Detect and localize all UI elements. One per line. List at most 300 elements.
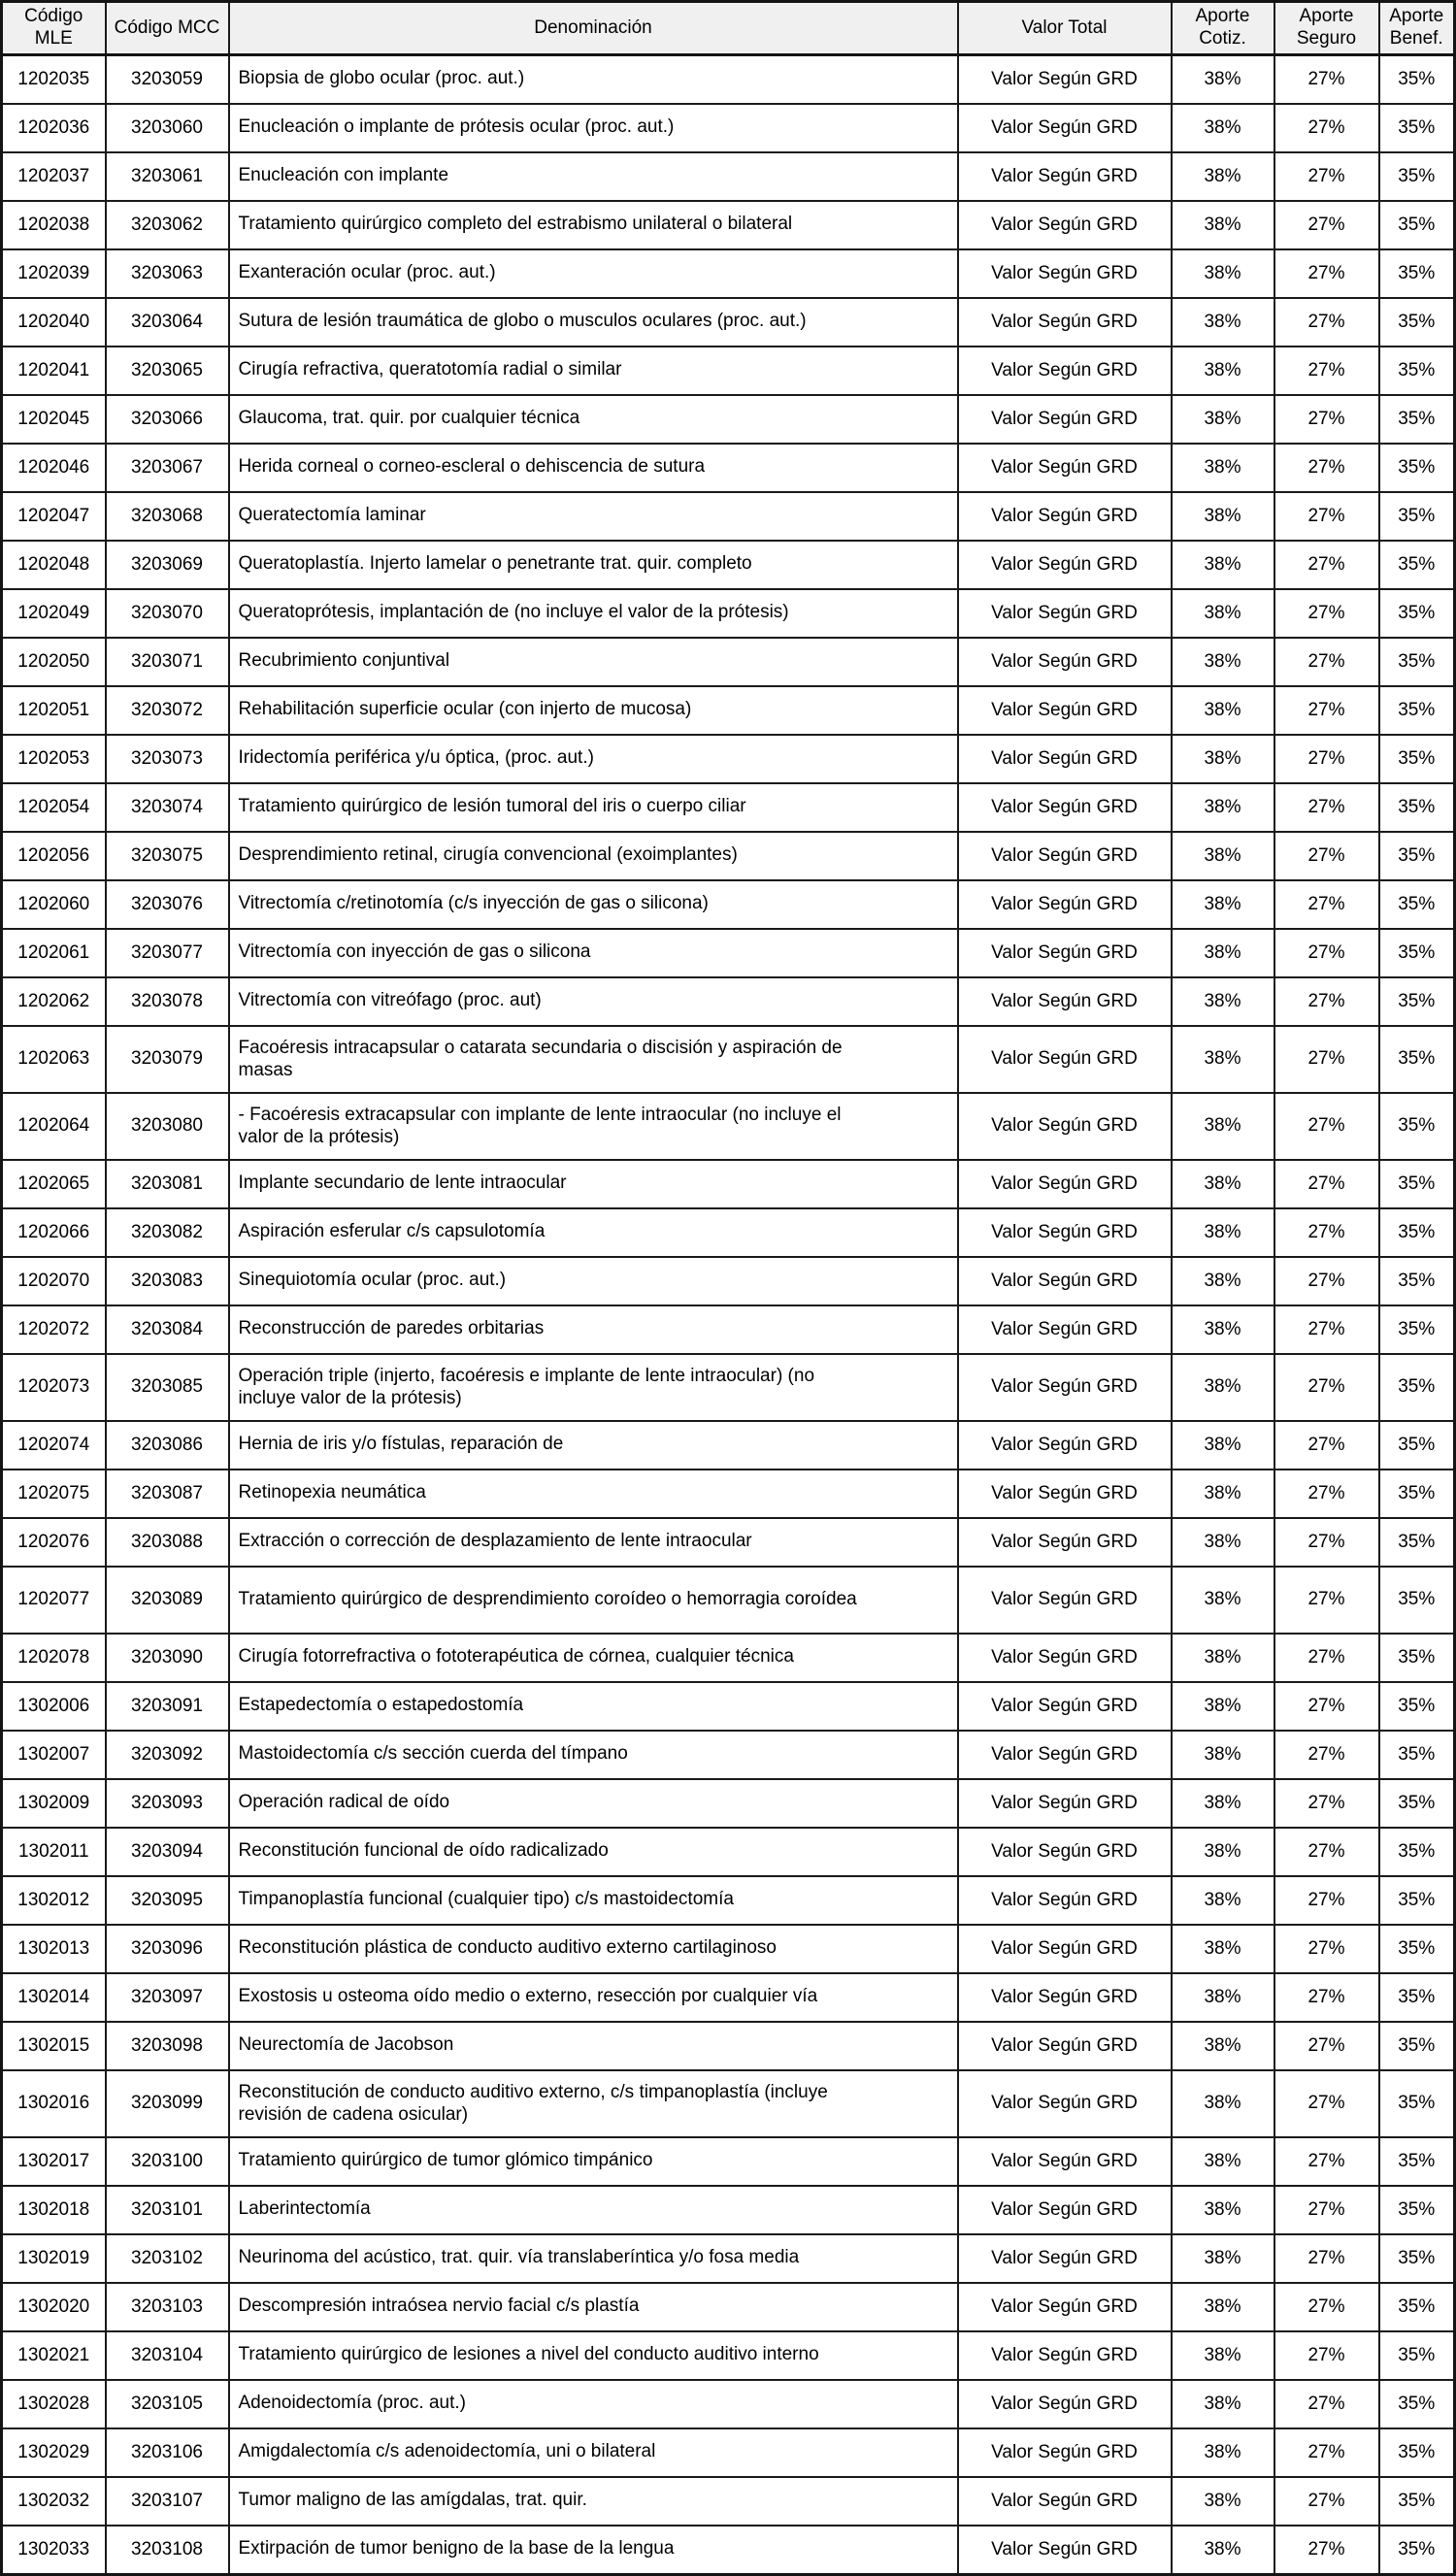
cell-aporte-seguro: 27% [1274, 1876, 1379, 1925]
cell-aporte-seguro: 27% [1274, 1421, 1379, 1470]
table-row [2, 2283, 1455, 2331]
cell-aporte-seguro: 27% [1274, 201, 1379, 249]
table-row [2, 880, 1455, 929]
cell-valor-total: Valor Según GRD [958, 1828, 1172, 1876]
cell-denominacion [229, 2331, 958, 2380]
cell-codigo-mcc: 3203063 [106, 249, 229, 298]
denominacion-text: Cirugía fotorrefractiva o fototerapéutica de córnea, cualquier técnica [238, 1646, 794, 1668]
cell-valor-total: Valor Según GRD [958, 735, 1172, 783]
cell-codigo-mcc: 3203077 [106, 929, 229, 977]
cell-denominacion [229, 2428, 958, 2477]
table-row [2, 1160, 1455, 1208]
cell-aporte-seguro: 27% [1274, 1093, 1379, 1160]
cell-denominacion [229, 2137, 958, 2186]
denominacion-text: Operación triple (injerto, facoéresis e implante de lente intraocular) (no incluye valor de la prótesis) [238, 1365, 815, 1408]
col-header-codigo-mle: Código MLE [2, 2, 106, 55]
cell-aporte-benef: 35% [1379, 444, 1455, 492]
cell-valor-total: Valor Según GRD [958, 55, 1172, 105]
cell-codigo-mle: 1302017 [2, 2137, 106, 2186]
denominacion-text: Queratectomía laminar [238, 505, 426, 526]
cell-aporte-seguro: 27% [1274, 1682, 1379, 1731]
cell-valor-total: Valor Según GRD [958, 1160, 1172, 1208]
cell-aporte-benef: 35% [1379, 1093, 1455, 1160]
cell-codigo-mcc: 3203076 [106, 880, 229, 929]
table-row [2, 2022, 1455, 2070]
cell-aporte-cotiz: 38% [1172, 2022, 1274, 2070]
cell-valor-total: Valor Según GRD [958, 1973, 1172, 2022]
cell-aporte-benef: 35% [1379, 347, 1455, 395]
cell-valor-total: Valor Según GRD [958, 1518, 1172, 1567]
cell-codigo-mcc: 3203067 [106, 444, 229, 492]
cell-valor-total: Valor Según GRD [958, 1682, 1172, 1731]
cell-denominacion [229, 2234, 958, 2283]
cell-aporte-cotiz: 38% [1172, 2331, 1274, 2380]
table-row [2, 2331, 1455, 2380]
cell-aporte-seguro: 27% [1274, 1208, 1379, 1257]
cell-aporte-seguro: 27% [1274, 492, 1379, 541]
cell-codigo-mle: 1202063 [2, 1026, 106, 1093]
cell-aporte-benef: 35% [1379, 1421, 1455, 1470]
cell-aporte-cotiz: 38% [1172, 2137, 1274, 2186]
cell-aporte-seguro: 27% [1274, 2070, 1379, 2137]
cell-aporte-cotiz: 38% [1172, 1731, 1274, 1779]
cell-aporte-seguro: 27% [1274, 783, 1379, 832]
cell-denominacion [229, 2070, 958, 2137]
cell-aporte-seguro: 27% [1274, 1731, 1379, 1779]
cell-aporte-benef: 35% [1379, 55, 1455, 105]
denominacion-text: Vitrectomía con vitreófago (proc. aut) [238, 990, 542, 1011]
cell-valor-total: Valor Según GRD [958, 492, 1172, 541]
cell-aporte-seguro: 27% [1274, 1026, 1379, 1093]
cell-codigo-mle: 1202045 [2, 395, 106, 444]
cell-denominacion [229, 686, 958, 735]
cell-codigo-mle: 1202066 [2, 1208, 106, 1257]
cell-codigo-mcc: 3203074 [106, 783, 229, 832]
cell-denominacion [229, 1208, 958, 1257]
cell-aporte-cotiz: 38% [1172, 2283, 1274, 2331]
cell-aporte-cotiz: 38% [1172, 1208, 1274, 1257]
denominacion-text: Biopsia de globo ocular (proc. aut.) [238, 68, 525, 89]
cell-aporte-cotiz: 38% [1172, 492, 1274, 541]
denominacion-text: Tratamiento quirúrgico de desprendimiento coroídeo o hemorragia coroídea [238, 1588, 857, 1609]
cell-codigo-mcc: 3203072 [106, 686, 229, 735]
table-row [2, 541, 1455, 589]
cell-aporte-benef: 35% [1379, 2186, 1455, 2234]
cell-aporte-cotiz: 38% [1172, 1470, 1274, 1518]
denominacion-text: Tratamiento quirúrgico de tumor glómico timpánico [238, 2150, 653, 2171]
cell-valor-total: Valor Según GRD [958, 104, 1172, 152]
col-header-codigo-mcc: Código MCC [106, 2, 229, 55]
cell-codigo-mcc: 3203081 [106, 1160, 229, 1208]
table-row [2, 298, 1455, 347]
cell-codigo-mle: 1202065 [2, 1160, 106, 1208]
cell-valor-total: Valor Según GRD [958, 2186, 1172, 2234]
cell-aporte-benef: 35% [1379, 201, 1455, 249]
cell-aporte-seguro: 27% [1274, 2137, 1379, 2186]
denominacion-text: Tratamiento quirúrgico de lesiones a nivel del conducto auditivo interno [238, 2344, 819, 2365]
denominacion-text: Reconstitución de conducto auditivo externo, c/s timpanoplastía (incluye revisión de cadena osicular) [238, 2081, 828, 2125]
cell-denominacion [229, 1731, 958, 1779]
cell-denominacion [229, 2186, 958, 2234]
denominacion-text: Desprendimiento retinal, cirugía convencional (exoimplantes) [238, 844, 738, 866]
cell-aporte-benef: 35% [1379, 1828, 1455, 1876]
table-row [2, 1876, 1455, 1925]
cell-codigo-mle: 1302014 [2, 1973, 106, 2022]
table-row [2, 735, 1455, 783]
cell-aporte-seguro: 27% [1274, 2186, 1379, 2234]
cell-codigo-mcc: 3203099 [106, 2070, 229, 2137]
denominacion-text: Extirpación de tumor benigno de la base de la lengua [238, 2538, 675, 2559]
cell-codigo-mle: 1302015 [2, 2022, 106, 2070]
cell-codigo-mcc: 3203079 [106, 1026, 229, 1093]
cell-valor-total: Valor Según GRD [958, 444, 1172, 492]
cell-denominacion [229, 735, 958, 783]
cell-valor-total: Valor Según GRD [958, 2137, 1172, 2186]
table-row [2, 1093, 1455, 1160]
cell-codigo-mcc: 3203094 [106, 1828, 229, 1876]
cell-aporte-benef: 35% [1379, 1208, 1455, 1257]
denominacion-text: Mastoidectomía c/s sección cuerda del tímpano [238, 1743, 628, 1765]
denominacion-text: Hernia de iris y/o fístulas, reparación de [238, 1434, 564, 1455]
cell-codigo-mle: 1202048 [2, 541, 106, 589]
cell-codigo-mle: 1302009 [2, 1779, 106, 1828]
cell-aporte-seguro: 27% [1274, 1518, 1379, 1567]
cell-aporte-benef: 35% [1379, 1876, 1455, 1925]
cell-aporte-cotiz: 38% [1172, 2380, 1274, 2428]
cell-aporte-seguro: 27% [1274, 1634, 1379, 1682]
cell-codigo-mle: 1202056 [2, 832, 106, 880]
denominacion-text: Descompresión intraósea nervio facial c/s plastía [238, 2295, 640, 2317]
cell-valor-total: Valor Según GRD [958, 1731, 1172, 1779]
cell-aporte-seguro: 27% [1274, 2234, 1379, 2283]
cell-valor-total: Valor Según GRD [958, 2070, 1172, 2137]
cell-aporte-benef: 35% [1379, 783, 1455, 832]
cell-codigo-mcc: 3203059 [106, 55, 229, 105]
cell-aporte-cotiz: 38% [1172, 735, 1274, 783]
cell-aporte-benef: 35% [1379, 2477, 1455, 2526]
cell-denominacion [229, 1828, 958, 1876]
table-row [2, 1518, 1455, 1567]
table-row [2, 1731, 1455, 1779]
cell-codigo-mcc: 3203103 [106, 2283, 229, 2331]
cell-aporte-benef: 35% [1379, 1305, 1455, 1354]
col-header-aporte-cotiz: Aporte Cotiz. [1172, 2, 1274, 55]
table-row [2, 977, 1455, 1026]
cell-codigo-mle: 1202054 [2, 783, 106, 832]
cell-aporte-benef: 35% [1379, 1925, 1455, 1973]
cell-denominacion [229, 249, 958, 298]
cell-aporte-seguro: 27% [1274, 2283, 1379, 2331]
denominacion-text: Laberintectomía [238, 2198, 371, 2220]
table-row [2, 347, 1455, 395]
cell-denominacion [229, 1682, 958, 1731]
cell-denominacion [229, 444, 958, 492]
cell-valor-total: Valor Según GRD [958, 880, 1172, 929]
cell-valor-total: Valor Según GRD [958, 1421, 1172, 1470]
cell-aporte-cotiz: 38% [1172, 2186, 1274, 2234]
cell-valor-total: Valor Según GRD [958, 2526, 1172, 2575]
denominacion-text: Herida corneal o corneo-escleral o dehiscencia de sutura [238, 456, 706, 478]
cell-aporte-cotiz: 38% [1172, 1518, 1274, 1567]
cell-valor-total: Valor Según GRD [958, 541, 1172, 589]
cell-denominacion [229, 832, 958, 880]
cell-valor-total: Valor Según GRD [958, 2283, 1172, 2331]
cell-denominacion [229, 541, 958, 589]
cell-valor-total: Valor Según GRD [958, 1093, 1172, 1160]
cell-aporte-seguro: 27% [1274, 1354, 1379, 1421]
cell-aporte-cotiz: 38% [1172, 1973, 1274, 2022]
table-row [2, 1567, 1455, 1634]
cell-aporte-seguro: 27% [1274, 977, 1379, 1026]
cell-aporte-cotiz: 38% [1172, 1305, 1274, 1354]
cell-codigo-mcc: 3203073 [106, 735, 229, 783]
table-row [2, 444, 1455, 492]
cell-codigo-mle: 1202038 [2, 201, 106, 249]
cell-aporte-cotiz: 38% [1172, 2070, 1274, 2137]
denominacion-text: - Facoéresis extracapsular con implante de lente intraocular (no incluye el valor de la prótesis) [238, 1104, 842, 1147]
table-row [2, 2380, 1455, 2428]
cell-aporte-cotiz: 38% [1172, 686, 1274, 735]
table-body [2, 55, 1455, 2575]
cell-codigo-mcc: 3203084 [106, 1305, 229, 1354]
cell-aporte-seguro: 27% [1274, 395, 1379, 444]
cell-codigo-mcc: 3203083 [106, 1257, 229, 1305]
cell-aporte-benef: 35% [1379, 2331, 1455, 2380]
denominacion-text: Iridectomía periférica y/u óptica, (proc. aut.) [238, 747, 594, 769]
cell-valor-total: Valor Según GRD [958, 1634, 1172, 1682]
table-row [2, 2186, 1455, 2234]
table-row [2, 1682, 1455, 1731]
cell-codigo-mle: 1302012 [2, 1876, 106, 1925]
table-row [2, 201, 1455, 249]
cell-aporte-cotiz: 38% [1172, 444, 1274, 492]
cell-denominacion [229, 201, 958, 249]
denominacion-text: Extracción o corrección de desplazamiento de lente intraocular [238, 1531, 752, 1552]
denominacion-text: Recubrimiento conjuntival [238, 650, 450, 672]
cell-codigo-mcc: 3203101 [106, 2186, 229, 2234]
cell-aporte-benef: 35% [1379, 1026, 1455, 1093]
cell-aporte-benef: 35% [1379, 492, 1455, 541]
table-row [2, 2070, 1455, 2137]
table-row [2, 1421, 1455, 1470]
cell-aporte-cotiz: 38% [1172, 1160, 1274, 1208]
cell-codigo-mcc: 3203108 [106, 2526, 229, 2575]
denominacion-text: Reconstitución funcional de oído radicalizado [238, 1840, 609, 1862]
cell-aporte-seguro: 27% [1274, 589, 1379, 638]
cell-aporte-benef: 35% [1379, 686, 1455, 735]
denominacion-text: Vitrectomía con inyección de gas o silicona [238, 941, 591, 963]
cell-codigo-mcc: 3203071 [106, 638, 229, 686]
denominacion-text: Reconstitución plástica de conducto auditivo externo cartilaginoso [238, 1937, 777, 1959]
cell-denominacion [229, 55, 958, 105]
cell-denominacion [229, 1567, 958, 1634]
cell-codigo-mle: 1202076 [2, 1518, 106, 1567]
cell-codigo-mle: 1202040 [2, 298, 106, 347]
cell-aporte-benef: 35% [1379, 880, 1455, 929]
cell-valor-total: Valor Según GRD [958, 201, 1172, 249]
denominacion-text: Queratoprótesis, implantación de (no incluye el valor de la prótesis) [238, 602, 789, 623]
cell-codigo-mcc: 3203065 [106, 347, 229, 395]
cell-valor-total: Valor Según GRD [958, 1026, 1172, 1093]
cell-aporte-seguro: 27% [1274, 347, 1379, 395]
cell-aporte-seguro: 27% [1274, 2526, 1379, 2575]
cell-aporte-cotiz: 38% [1172, 638, 1274, 686]
cell-aporte-benef: 35% [1379, 2234, 1455, 2283]
cell-valor-total: Valor Según GRD [958, 2428, 1172, 2477]
cell-aporte-benef: 35% [1379, 541, 1455, 589]
cell-codigo-mcc: 3203104 [106, 2331, 229, 2380]
cell-codigo-mcc: 3203093 [106, 1779, 229, 1828]
cell-codigo-mle: 1202037 [2, 152, 106, 201]
table-row [2, 1470, 1455, 1518]
denominacion-text: Operación radical de oído [238, 1792, 450, 1813]
col-header-denominacion: Denominación [229, 2, 958, 55]
cell-codigo-mcc: 3203097 [106, 1973, 229, 2022]
cell-codigo-mcc: 3203069 [106, 541, 229, 589]
cell-aporte-cotiz: 38% [1172, 298, 1274, 347]
cell-denominacion [229, 395, 958, 444]
cell-denominacion [229, 1779, 958, 1828]
cell-denominacion [229, 1925, 958, 1973]
cell-aporte-seguro: 27% [1274, 298, 1379, 347]
cell-denominacion [229, 1518, 958, 1567]
denominacion-text: Tratamiento quirúrgico de lesión tumoral del iris o cuerpo ciliar [238, 796, 746, 817]
table-row [2, 1828, 1455, 1876]
cell-codigo-mle: 1202074 [2, 1421, 106, 1470]
cell-aporte-cotiz: 38% [1172, 104, 1274, 152]
cell-valor-total: Valor Según GRD [958, 395, 1172, 444]
cell-aporte-benef: 35% [1379, 1518, 1455, 1567]
cell-codigo-mcc: 3203090 [106, 1634, 229, 1682]
denominacion-text: Aspiración esferular c/s capsulotomía [238, 1221, 546, 1242]
cell-valor-total: Valor Según GRD [958, 1257, 1172, 1305]
cell-aporte-cotiz: 38% [1172, 152, 1274, 201]
cell-aporte-seguro: 27% [1274, 2331, 1379, 2380]
cell-aporte-benef: 35% [1379, 152, 1455, 201]
cell-denominacion [229, 1093, 958, 1160]
cell-aporte-seguro: 27% [1274, 249, 1379, 298]
cell-codigo-mcc: 3203107 [106, 2477, 229, 2526]
denominacion-text: Exostosis u osteoma oído medio o externo, resección por cualquier vía [238, 1986, 818, 2007]
cell-codigo-mcc: 3203089 [106, 1567, 229, 1634]
cell-aporte-seguro: 27% [1274, 2380, 1379, 2428]
cell-aporte-seguro: 27% [1274, 1470, 1379, 1518]
cell-aporte-cotiz: 38% [1172, 1093, 1274, 1160]
cell-aporte-seguro: 27% [1274, 929, 1379, 977]
cell-denominacion [229, 589, 958, 638]
cell-aporte-cotiz: 38% [1172, 977, 1274, 1026]
cell-aporte-cotiz: 38% [1172, 395, 1274, 444]
cell-denominacion [229, 1026, 958, 1093]
cell-denominacion [229, 1421, 958, 1470]
cell-aporte-benef: 35% [1379, 395, 1455, 444]
cell-aporte-seguro: 27% [1274, 104, 1379, 152]
cell-aporte-cotiz: 38% [1172, 1567, 1274, 1634]
cell-codigo-mle: 1202075 [2, 1470, 106, 1518]
cell-aporte-seguro: 27% [1274, 55, 1379, 105]
cell-valor-total: Valor Según GRD [958, 1354, 1172, 1421]
cell-aporte-cotiz: 38% [1172, 880, 1274, 929]
table-row [2, 395, 1455, 444]
denominacion-text: Timpanoplastía funcional (cualquier tipo) c/s mastoidectomía [238, 1889, 734, 1910]
cell-valor-total: Valor Según GRD [958, 347, 1172, 395]
cell-denominacion [229, 977, 958, 1026]
cell-aporte-cotiz: 38% [1172, 1354, 1274, 1421]
table-row [2, 1305, 1455, 1354]
denominacion-text: Neurinoma del acústico, trat. quir. vía translaberíntica y/o fosa media [238, 2247, 800, 2268]
denominacion-text: Implante secundario de lente intraocular [238, 1172, 567, 1194]
cell-denominacion [229, 298, 958, 347]
table-row [2, 2477, 1455, 2526]
cell-aporte-cotiz: 38% [1172, 1257, 1274, 1305]
cell-valor-total: Valor Según GRD [958, 638, 1172, 686]
table-row [2, 55, 1455, 105]
table-row [2, 1208, 1455, 1257]
table-row [2, 638, 1455, 686]
table-row [2, 2137, 1455, 2186]
cell-codigo-mle: 1302028 [2, 2380, 106, 2428]
cell-aporte-cotiz: 38% [1172, 2477, 1274, 2526]
cell-codigo-mle: 1302018 [2, 2186, 106, 2234]
cell-codigo-mcc: 3203098 [106, 2022, 229, 2070]
cell-denominacion [229, 104, 958, 152]
cell-aporte-benef: 35% [1379, 2380, 1455, 2428]
cell-codigo-mcc: 3203075 [106, 832, 229, 880]
cell-codigo-mle: 1302019 [2, 2234, 106, 2283]
cell-denominacion [229, 638, 958, 686]
cell-aporte-cotiz: 38% [1172, 2234, 1274, 2283]
header-row [2, 2, 1455, 55]
cell-codigo-mle: 1202046 [2, 444, 106, 492]
cell-aporte-cotiz: 38% [1172, 2526, 1274, 2575]
cell-aporte-cotiz: 38% [1172, 589, 1274, 638]
table-row [2, 1925, 1455, 1973]
cell-aporte-benef: 35% [1379, 1634, 1455, 1682]
cell-codigo-mle: 1202062 [2, 977, 106, 1026]
cell-denominacion [229, 2477, 958, 2526]
cell-codigo-mle: 1302029 [2, 2428, 106, 2477]
cell-codigo-mle: 1302032 [2, 2477, 106, 2526]
cell-codigo-mcc: 3203068 [106, 492, 229, 541]
cell-aporte-benef: 35% [1379, 735, 1455, 783]
cell-aporte-cotiz: 38% [1172, 1421, 1274, 1470]
cell-aporte-cotiz: 38% [1172, 347, 1274, 395]
cell-aporte-benef: 35% [1379, 2283, 1455, 2331]
cell-aporte-seguro: 27% [1274, 1925, 1379, 1973]
denominacion-text: Amigdalectomía c/s adenoidectomía, uni o bilateral [238, 2441, 656, 2462]
cell-denominacion [229, 1160, 958, 1208]
table-row [2, 104, 1455, 152]
cell-aporte-benef: 35% [1379, 2070, 1455, 2137]
cell-aporte-benef: 35% [1379, 1470, 1455, 1518]
table-row [2, 1779, 1455, 1828]
cell-codigo-mle: 1202060 [2, 880, 106, 929]
cell-denominacion [229, 880, 958, 929]
denominacion-text: Retinopexia neumática [238, 1482, 426, 1503]
cell-aporte-benef: 35% [1379, 1354, 1455, 1421]
cell-valor-total: Valor Según GRD [958, 152, 1172, 201]
cell-codigo-mcc: 3203082 [106, 1208, 229, 1257]
cell-aporte-benef: 35% [1379, 1257, 1455, 1305]
cell-aporte-cotiz: 38% [1172, 1026, 1274, 1093]
denominacion-text: Queratoplastía. Injerto lamelar o penetrante trat. quir. completo [238, 553, 752, 575]
cell-denominacion [229, 1973, 958, 2022]
cell-aporte-benef: 35% [1379, 2022, 1455, 2070]
cell-denominacion [229, 2380, 958, 2428]
denominacion-text: Estapedectomía o estapedostomía [238, 1695, 524, 1716]
cell-aporte-seguro: 27% [1274, 1305, 1379, 1354]
cell-aporte-benef: 35% [1379, 1567, 1455, 1634]
